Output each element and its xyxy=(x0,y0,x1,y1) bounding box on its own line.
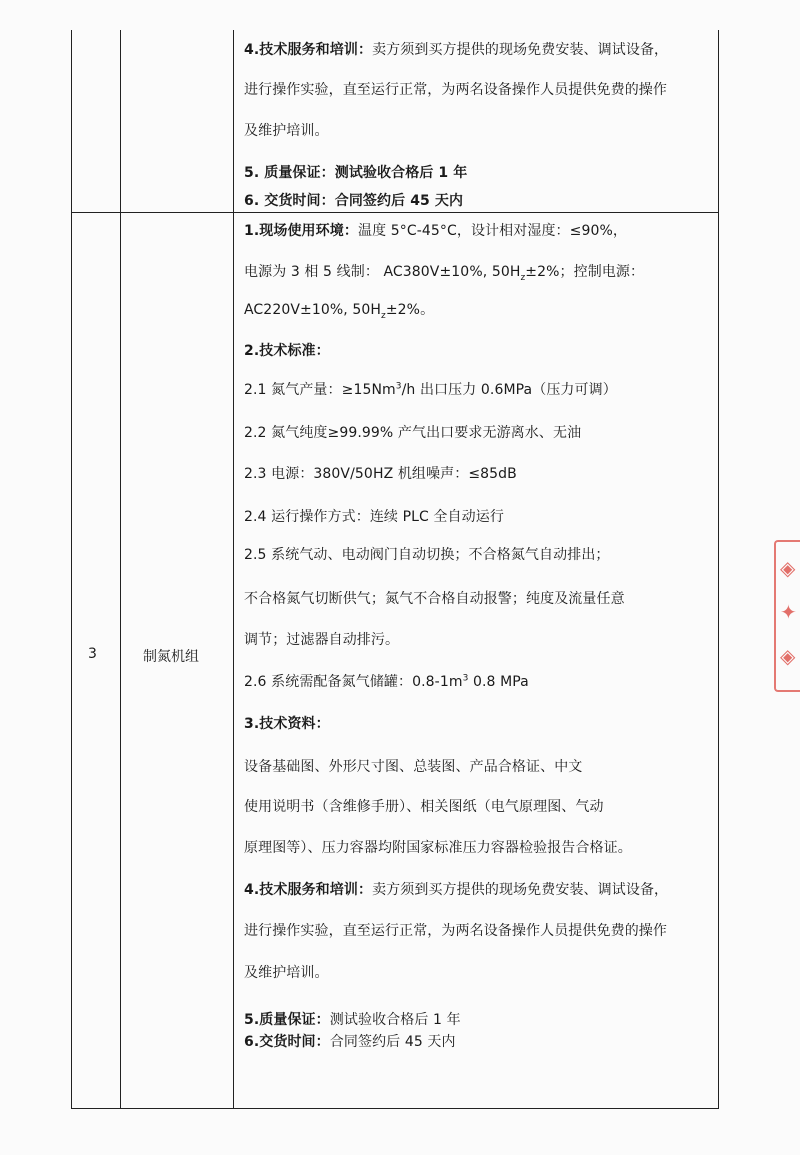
table-border-bottom xyxy=(71,1108,719,1109)
quality-guarantee: 5.质量保证：测试验收合格后 1 年 xyxy=(244,1012,461,1028)
quality-label: 5.质量保证： xyxy=(244,1012,330,1028)
item-name: 制氮机组 xyxy=(143,649,199,665)
service-training-label: 4.技术服务和培训： xyxy=(244,882,373,898)
service-training-line3: 及维护培训。 xyxy=(244,965,329,981)
delivery-time: 6. 交货时间：合同签约后 45 天内 xyxy=(244,193,464,209)
tech-standard-label: 2.技术标准： xyxy=(244,343,330,359)
tech-docs-line3: 原理图等）、压力容器均附国家标准压力容器检验报告合格证。 xyxy=(244,840,632,856)
column-divider-name xyxy=(233,30,234,1109)
service-training-line1: 4.技术服务和培训：卖方须到买方提供的现场免费安装、调试设备， xyxy=(244,882,669,898)
quality-guarantee: 5. 质量保证：测试验收合格后 1 年 xyxy=(244,165,468,181)
spec-2-5-line2: 不合格氮气切断供气；氮气不合格自动报警；纯度及流量任意 xyxy=(244,591,625,607)
control-power-line: AC220V±10%, $50H_z\pm 2\%$。 xyxy=(244,302,435,321)
seal-mark-2: ✦ xyxy=(780,600,797,624)
spec-2-2: 2.2 氮气纯度≥99.99% 产气出口要求无游离水、无油 xyxy=(244,425,582,441)
row-number: 3 xyxy=(88,646,97,662)
delivery-label: 6.交货时间： xyxy=(244,1034,330,1050)
delivery-time: 6.交货时间：合同签约后 45 天内 xyxy=(244,1034,456,1050)
service-training-label: 4.技术服务和培训： xyxy=(244,42,373,58)
seal-mark-3: ◈ xyxy=(780,644,796,668)
service-training-line2: 进行操作实验，直至运行正常，为两名设备操作人员提供免费的操作 xyxy=(244,82,667,98)
table-border-left xyxy=(71,30,72,1109)
row-divider xyxy=(71,212,719,213)
spec-2-5-line3: 调节；过滤器自动排污。 xyxy=(244,632,400,648)
env-label: 1.现场使用环境： xyxy=(244,223,358,239)
table-border-right xyxy=(718,30,719,1109)
spec-2-4: 2.4 运行操作方式：连续 PLC 全自动运行 xyxy=(244,509,504,525)
service-training-line2: 进行操作实验，直至运行正常，为两名设备操作人员提供免费的操作 xyxy=(244,923,667,939)
seal-mark-1: ◈ xyxy=(780,556,796,580)
column-divider-no xyxy=(120,30,121,1109)
service-training-line3: 及维护培训。 xyxy=(244,123,329,139)
service-training-line1: 4.技术服务和培训：卖方须到买方提供的现场免费安装、调试设备， xyxy=(244,42,669,58)
tech-docs-line1: 设备基础图、外形尺寸图、总装图、产品合格证、中文 xyxy=(244,759,583,775)
power-line: 电源为 3 相 5 线制： AC380V±10%, $50H_z\pm 2\%$；控制电源： xyxy=(244,264,645,283)
spec-2-5-line1: 2.5 系统气动、电动阀门自动切换；不合格氮气自动排出； xyxy=(244,547,610,563)
spec-2-1: 2.1 氮气产量：$\ge 15Nm^3/h$ 出口压力 0.6MPa（压力可调） xyxy=(244,381,617,398)
spec-2-6: 2.6 系统需配备氮气储罐：$0.8-1m^3$ 0.8 MPa xyxy=(244,673,529,690)
tech-docs-line2: 使用说明书（含维修手册）、相关图纸（电气原理图、气动 xyxy=(244,799,604,815)
tech-docs-label: 3.技术资料： xyxy=(244,716,330,732)
env-line: 1.现场使用环境：温度 5°C-45°C，设计相对湿度：≤90%， xyxy=(244,223,627,239)
spec-2-3: 2.3 电源：380V/50HZ 机组噪声：≤85dB xyxy=(244,466,517,482)
